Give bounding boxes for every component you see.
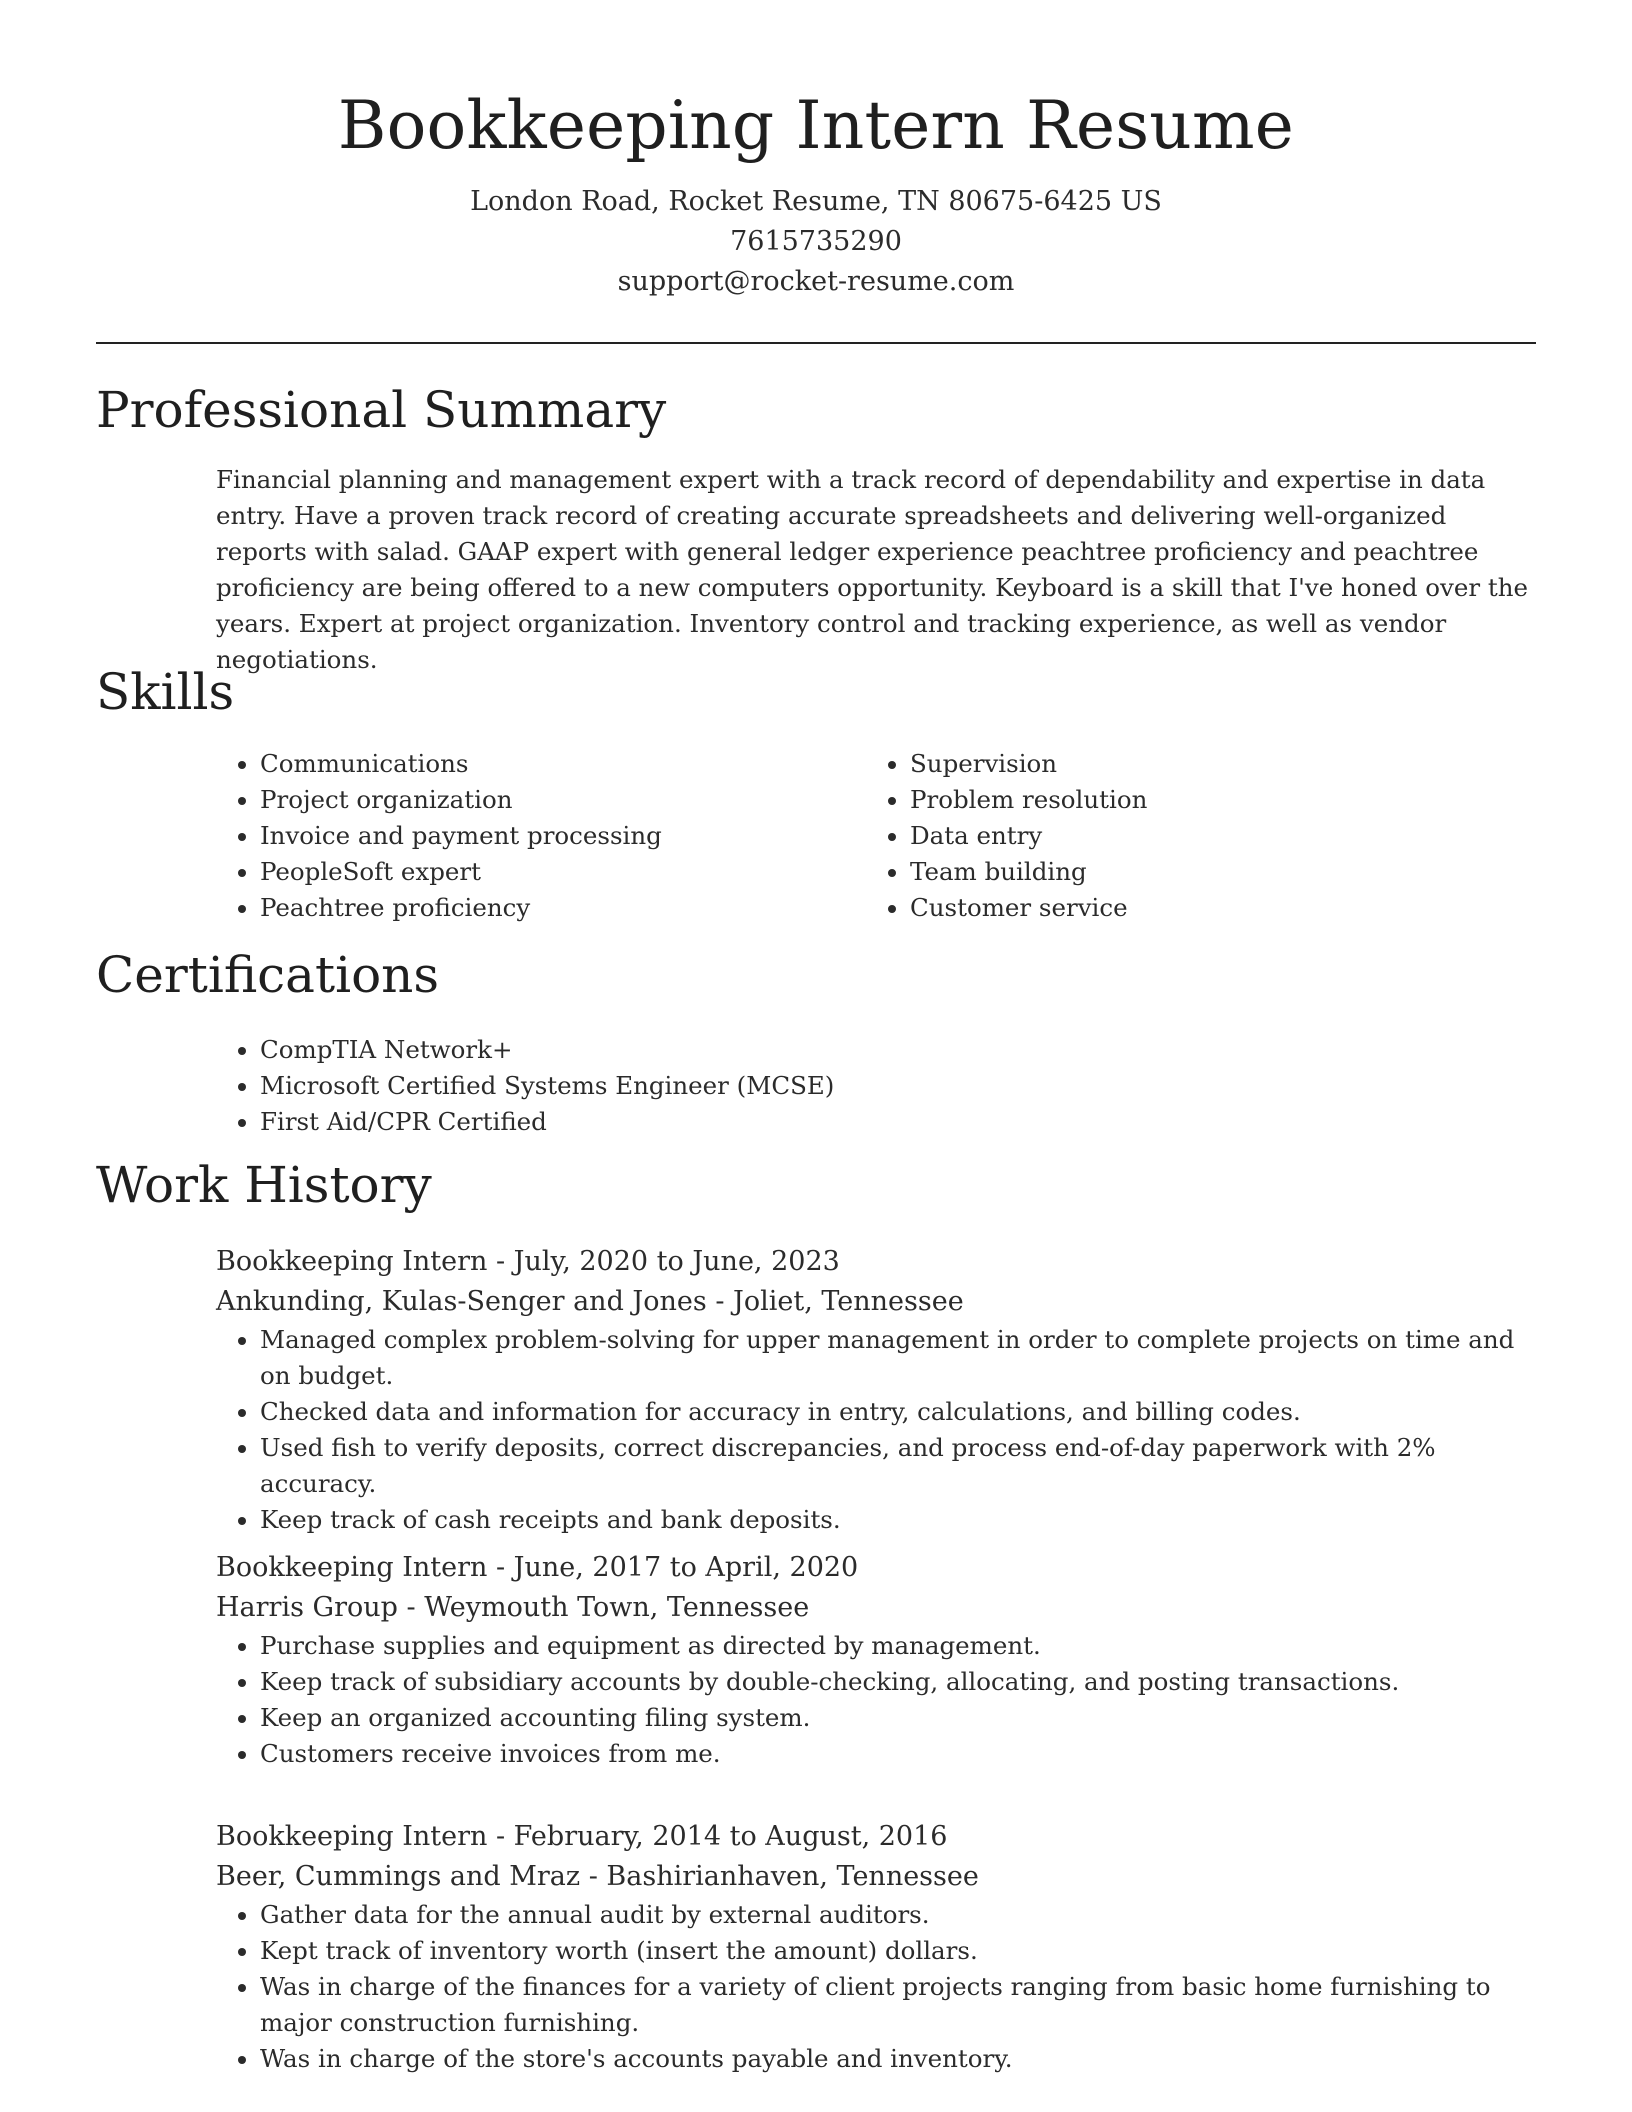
contact-address: London Road, Rocket Resume, TN 80675-6425 US xyxy=(470,186,1162,217)
job-title-line: Bookkeeping Intern - July, 2020 to June, 2023 xyxy=(216,1246,840,1277)
resume-title: Bookkeeping Intern Resume xyxy=(337,87,1295,164)
skill-item: • Data entry xyxy=(910,818,1486,854)
skill-item: • Problem resolution xyxy=(910,782,1486,818)
skills-column-left xyxy=(216,746,836,926)
certifications-heading: Certifications xyxy=(96,946,440,1004)
job-company-line: Beer, Cummings and Mraz - Bashirianhaven, Tennessee xyxy=(216,1861,979,1892)
job-company-line: Harris Group - Weymouth Town, Tennessee xyxy=(216,1592,810,1623)
job-entry-3 xyxy=(216,1817,1536,2077)
certification-item: • CompTIA Network+ xyxy=(260,1032,1536,1068)
skill-item: • Supervision xyxy=(910,746,1486,782)
skill-item: • Team building xyxy=(910,854,1486,890)
resume-header xyxy=(96,78,1536,302)
job-bullet: • Managed complex problem-solving for upper management in order to complete projects on time and on budget. xyxy=(260,1322,1536,1394)
skill-item: • Project organization xyxy=(260,782,836,818)
job-bullet: • Used fish to verify deposits, correct discrepancies, and process end-of-day paperwork with 2% accuracy. xyxy=(260,1430,1536,1502)
skills-heading: Skills xyxy=(96,663,235,721)
job-title-line: Bookkeeping Intern - June, 2017 to April, 2020 xyxy=(216,1552,859,1583)
header-divider xyxy=(96,342,1536,344)
skill-item: • Communications xyxy=(260,746,836,782)
certification-item: • First Aid/CPR Certified xyxy=(260,1104,1536,1140)
summary-heading: Professional Summary xyxy=(96,381,667,439)
job-bullet: • Was in charge of the finances for a variety of client projects ranging from basic home furnishing to major construction furnishing. xyxy=(260,1969,1536,2041)
skill-item: • Invoice and payment processing xyxy=(260,818,836,854)
skill-item: • Customer service xyxy=(910,890,1486,926)
job-entry-1 xyxy=(216,1242,1536,1538)
contact-email: support@rocket-resume.com xyxy=(617,266,1015,297)
job-bullet: • Keep an organized accounting filing system. xyxy=(260,1700,1536,1736)
job-entry-2 xyxy=(216,1548,1536,1772)
summary-text: Financial planning and management expert with a track record of dependability and expertise in data entry. Have a proven track record of creating accurate spreadsheets and delivering well-organized reports with salad. GAAP expert with general ledger experience peachtree proficiency and peachtree proficiency are being offered to a new computers opportunity. Keyboard is a skill that I've honed over the years. Expert at project organization. Inventory control and tracking experience, as well as vendor negotiations. xyxy=(216,465,1529,674)
contact-phone: 7615735290 xyxy=(730,226,902,257)
job-bullet: • Was in charge of the store's accounts payable and inventory. xyxy=(260,2041,1536,2077)
job-title-line: Bookkeeping Intern - February, 2014 to August, 2016 xyxy=(216,1821,948,1852)
skill-item: • Peachtree proficiency xyxy=(260,890,836,926)
job-bullet: • Keep track of subsidiary accounts by double-checking, allocating, and posting transactions. xyxy=(260,1664,1536,1700)
work-history-heading: Work History xyxy=(96,1156,432,1214)
job-bullet: • Kept track of inventory worth (insert the amount) dollars. xyxy=(260,1933,1536,1969)
job-bullet: • Purchase supplies and equipment as directed by management. xyxy=(260,1628,1536,1664)
certification-item: • Microsoft Certified Systems Engineer (MCSE) xyxy=(260,1068,1536,1104)
job-company-line: Ankunding, Kulas-Senger and Jones - Joliet, Tennessee xyxy=(216,1286,964,1317)
skills-column-right xyxy=(866,746,1486,926)
job-bullet: • Checked data and information for accuracy in entry, calculations, and billing codes. xyxy=(260,1394,1536,1430)
job-bullet: • Keep track of cash receipts and bank deposits. xyxy=(260,1502,1536,1538)
job-bullet: • Gather data for the annual audit by external auditors. xyxy=(260,1897,1536,1933)
skill-item: • PeopleSoft expert xyxy=(260,854,836,890)
job-bullet: • Customers receive invoices from me. xyxy=(260,1736,1536,1772)
certifications-list xyxy=(216,1032,1536,1140)
